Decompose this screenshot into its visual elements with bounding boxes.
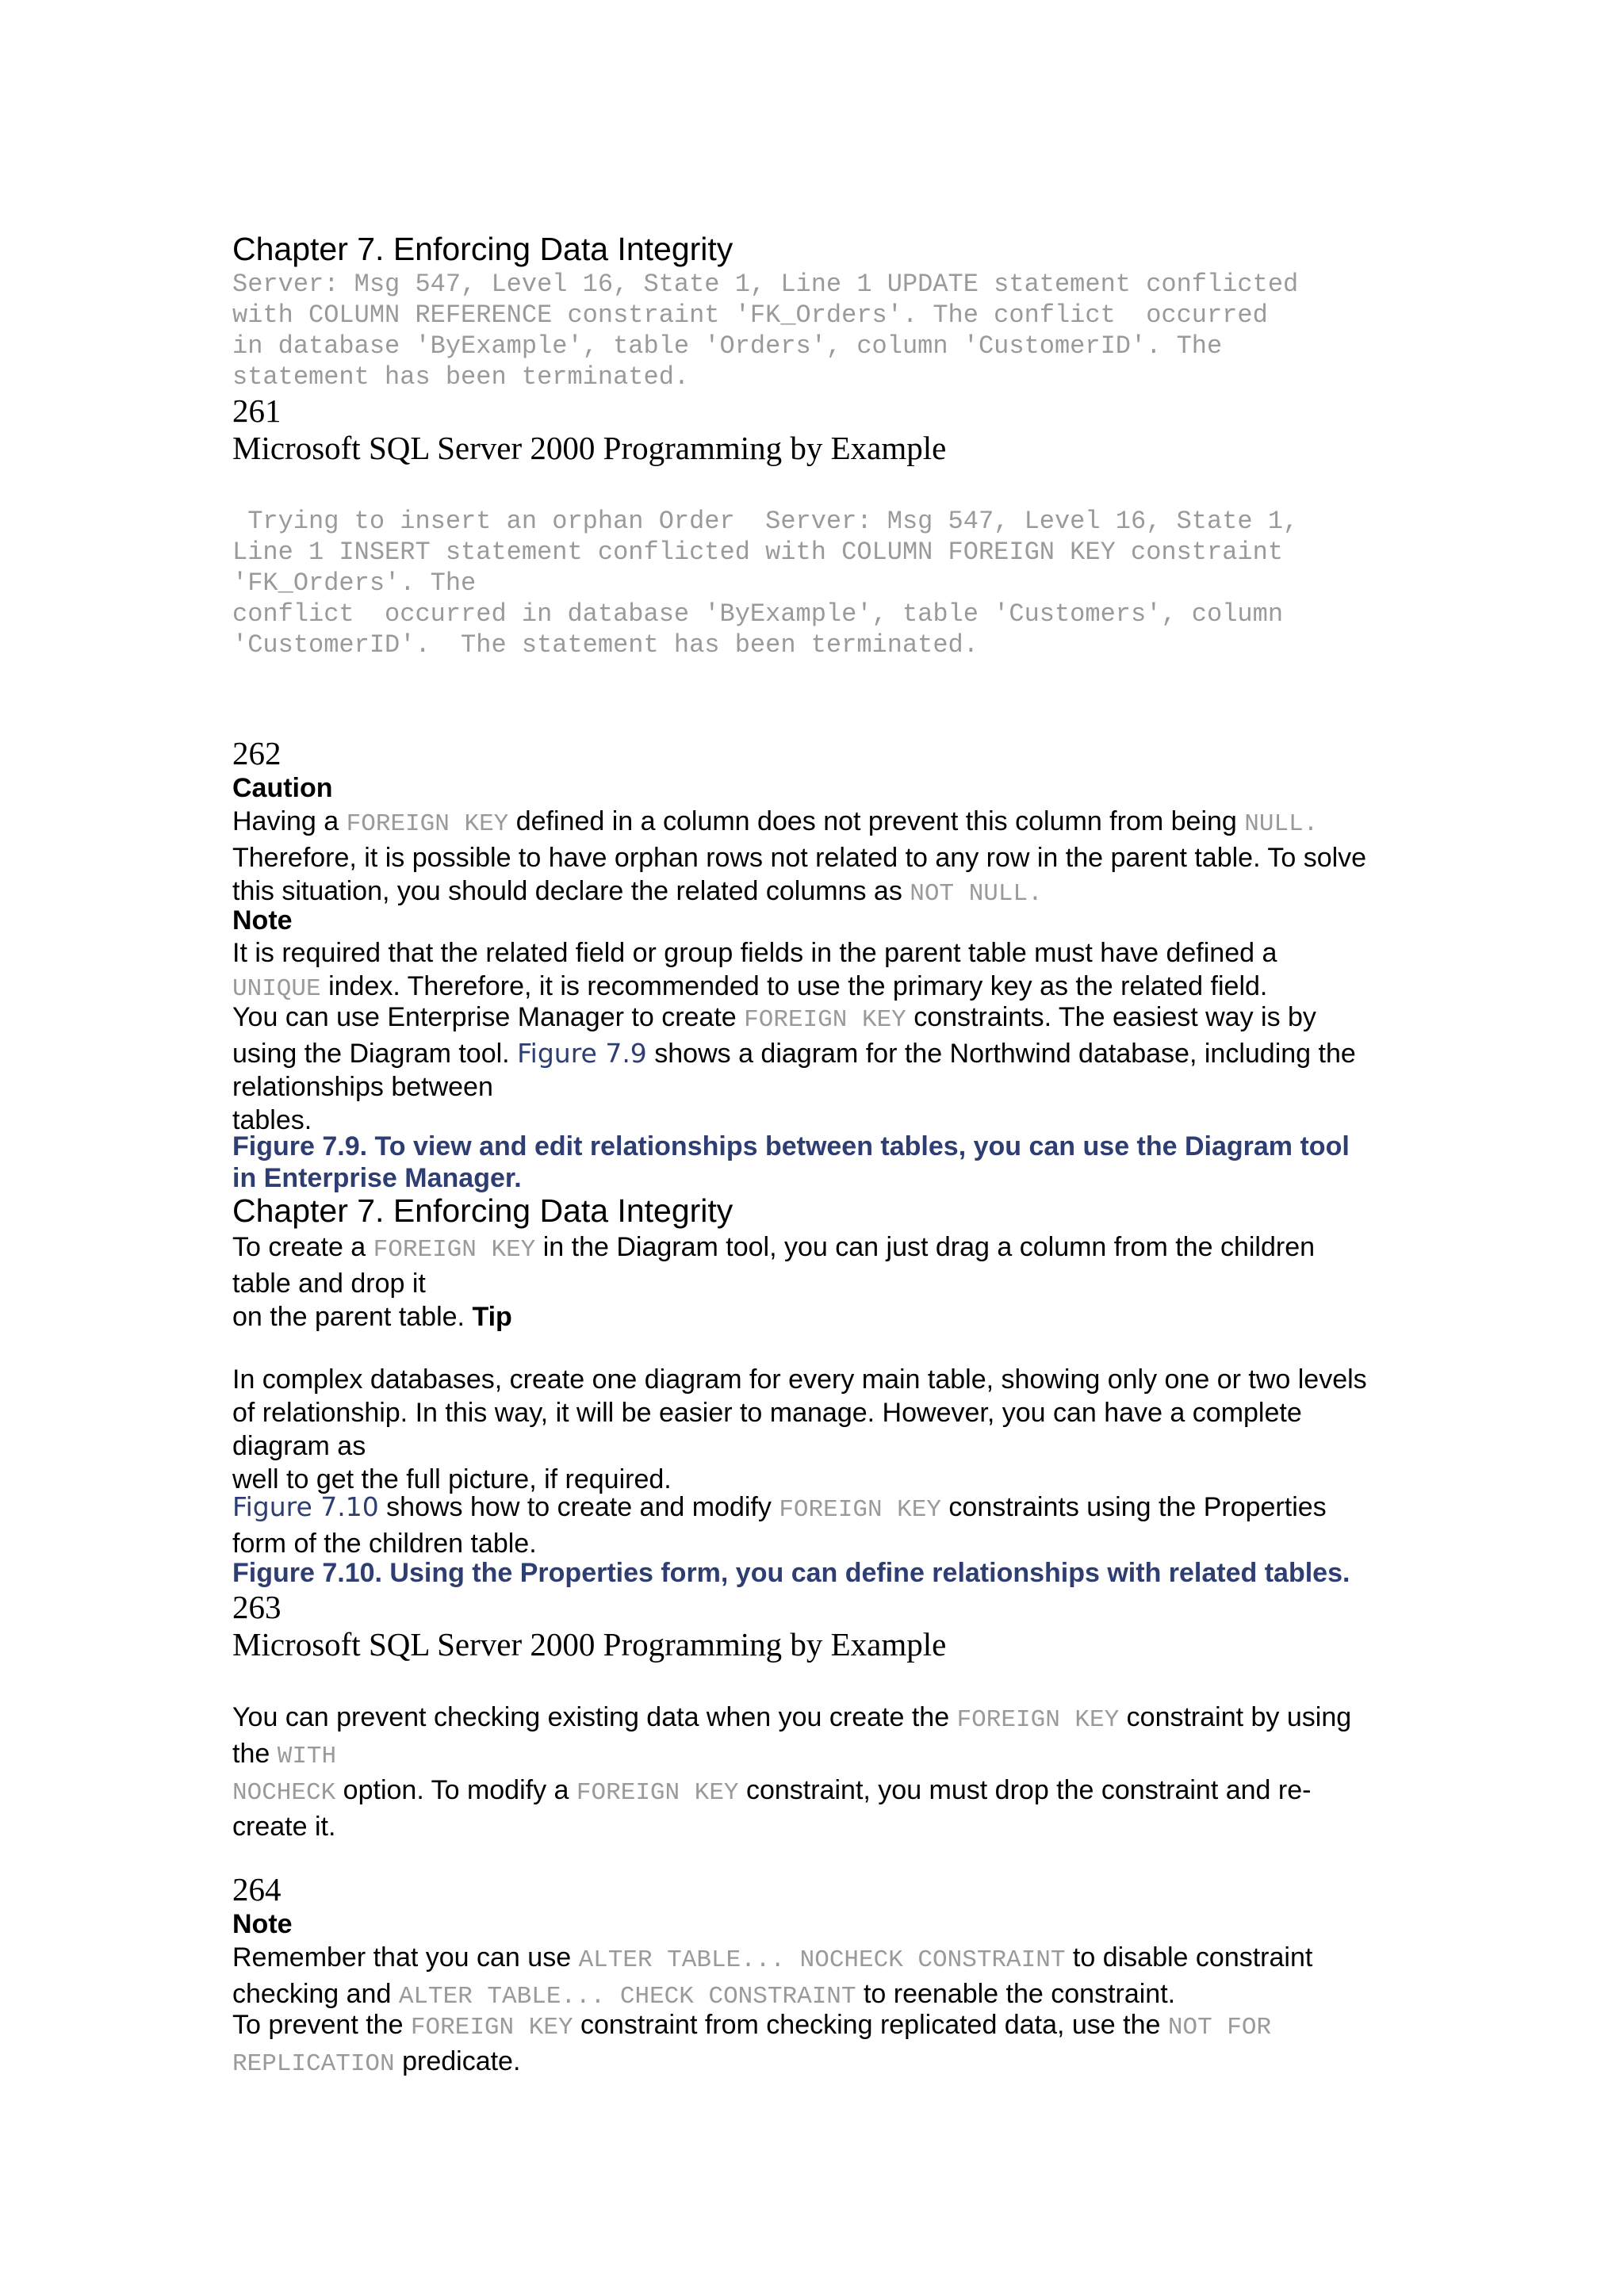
code-line: Trying to insert an orphan Order Server: Msg 547, Level 16, State 1, <box>232 507 1299 536</box>
note-heading: Note <box>232 1909 293 1939</box>
inline-code: FOREIGN KEY <box>744 1006 906 1034</box>
inline-code: NULL. <box>1244 810 1319 838</box>
note-heading: Note <box>232 905 293 936</box>
page-number: 261 <box>232 392 282 429</box>
figure-7-9-link[interactable]: Figure 7.9 <box>517 1038 647 1069</box>
code-block-insert-error <box>232 506 1298 660</box>
code-line: in database 'ByExample', table 'Orders', column 'CustomerID'. The <box>232 331 1223 361</box>
caution-paragraph: Having a FOREIGN KEY defined in a column does not prevent this column from being NULL. Therefore, it is possible to have orphan rows not related to any row in the parent table. To solve this situation, you should declare the related columns as NOT NULL. <box>232 806 1367 908</box>
figure-7-10-link[interactable]: Figure 7.10 <box>232 1491 379 1522</box>
figure-7-9-caption: Figure 7.9. To view and edit relationships between tables, you can use the Diagram tool in Enterprise Manager. <box>232 1131 1350 1193</box>
inline-code: FOREIGN KEY <box>373 1236 536 1264</box>
figure-7-10-caption: Figure 7.10. Using the Properties form, you can define relationships with related tables. <box>232 1558 1350 1588</box>
inline-code: REPLICATION <box>232 2050 395 2078</box>
page-number: 263 <box>232 1589 282 1625</box>
inline-code: FOREIGN KEY <box>346 810 509 838</box>
inline-code: NOCHECK <box>232 1779 336 1807</box>
caution-heading: Caution <box>232 773 333 803</box>
code-line: 'FK_Orders'. The <box>232 568 477 598</box>
code-line: with COLUMN REFERENCE constraint 'FK_Orders'. The conflict occurred <box>232 300 1268 330</box>
figure-7-10-paragraph: Figure 7.10 shows how to create and modify FOREIGN KEY constraints using the Properties form of the children table. <box>232 1491 1327 1559</box>
note-paragraph: It is required that the related field or group fields in the parent table must have defined a UNIQUE index. Therefore, it is recommended to use the primary key as the related field. <box>232 938 1277 1003</box>
tip-paragraph: In complex databases, create one diagram for every main table, showing only one or two levels of relationship. In this way, it will be easier to manage. However, you can have a complete diagram as well to get the full picture, if required. <box>232 1364 1367 1494</box>
inline-code: UNIQUE <box>232 975 321 1003</box>
page-number: 264 <box>232 1871 282 1908</box>
inline-code: FOREIGN KEY <box>779 1496 941 1524</box>
inline-code: FOREIGN KEY <box>956 1706 1120 1734</box>
chapter-title: Chapter 7. Enforcing Data Integrity <box>232 231 733 267</box>
create-foreign-key-paragraph: To create a FOREIGN KEY in the Diagram tool, you can just drag a column from the children table and drop it on the parent table. Tip <box>232 1232 1316 1332</box>
inline-code: ALTER TABLE... CHECK CONSTRAINT <box>398 1983 856 2011</box>
code-block-update-error <box>232 269 1298 392</box>
tip-heading: Tip <box>472 1302 512 1332</box>
chapter-title: Chapter 7. Enforcing Data Integrity <box>232 1192 733 1229</box>
inline-code: FOREIGN KEY <box>576 1779 739 1807</box>
page-number: 262 <box>232 735 282 771</box>
code-line: statement has been terminated. <box>232 362 690 392</box>
book-title: Microsoft SQL Server 2000 Programming by Example <box>232 1626 947 1663</box>
enterprise-manager-paragraph: You can use Enterprise Manager to create FOREIGN KEY constraints. The easiest way is by using the Diagram tool. Figure 7.9 shows a diagram for the Northwind database, including the relationships between tables. <box>232 1002 1356 1135</box>
inline-code: WITH <box>277 1743 337 1770</box>
replication-paragraph: To prevent the FOREIGN KEY constraint from checking replicated data, use the NOT FOR REPLICATION predicate. <box>232 2010 1272 2078</box>
inline-code: FOREIGN KEY <box>410 2014 573 2042</box>
code-line: conflict occurred in database 'ByExample', table 'Customers', column <box>232 599 1284 629</box>
inline-code: NOT FOR <box>1167 2014 1272 2042</box>
nocheck-paragraph: You can prevent checking existing data when you create the FOREIGN KEY constraint by using the WITH NOCHECK option. To modify a FOREIGN KEY constraint, you must drop the constraint and re- create it. <box>232 1702 1352 1842</box>
book-title: Microsoft SQL Server 2000 Programming by Example <box>232 430 947 466</box>
note-alter-table-paragraph: Remember that you can use ALTER TABLE... NOCHECK CONSTRAINT to disable constraint checking and ALTER TABLE... CHECK CONSTRAINT to reenable the constraint. <box>232 1942 1313 2011</box>
code-line: 'CustomerID'. The statement has been terminated. <box>232 630 979 660</box>
code-line: Line 1 INSERT statement conflicted with COLUMN FOREIGN KEY constraint <box>232 538 1284 567</box>
inline-code: ALTER TABLE... NOCHECK CONSTRAINT <box>578 1946 1066 1974</box>
inline-code: NOT NULL. <box>910 880 1043 908</box>
code-line: Server: Msg 547, Level 16, State 1, Line 1 UPDATE statement conflicted <box>232 270 1299 299</box>
